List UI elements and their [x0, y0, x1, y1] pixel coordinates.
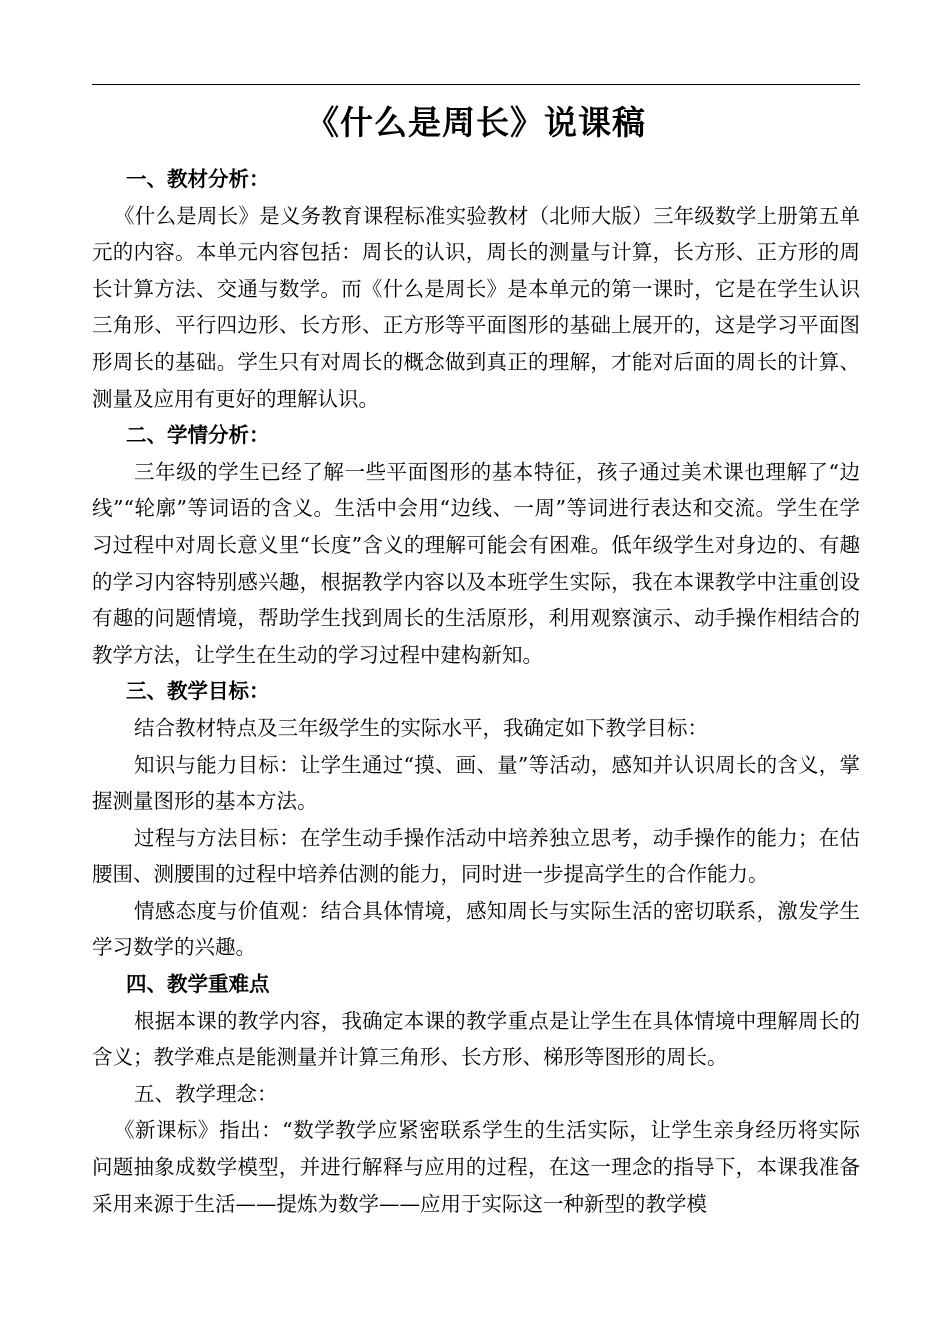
section-2-paragraph-1: 三年级的学生已经了解一些平面图形的基本特征，孩子通过美术课也理解了“边线”“轮廓”等词语的含义。生活中会用“边线、一周”等词进行表达和交流。学生在学习过程中对周长意义里“长度”含义的理解可能会有困难。低年级学生对身边的、有趣的学习内容特别感兴趣，根据教学内容以及本班学生实际，我在本课教学中注重创设有趣的问题情境，帮助学生找到周长的生活原形，利用观察演示、动手操作相结合的教学方法，让学生在生动的学习过程中建构新知。: [92, 459, 860, 667]
section-3-paragraph-3: 过程与方法目标：在学生动手操作活动中培养独立思考，动手操作的能力；在估腰围、测腰围的过程中培养估测的能力，同时进一步提高学生的合作能力。: [92, 825, 860, 887]
header-rule: [92, 84, 860, 85]
section-heading-1: 一、教材分析：: [126, 167, 270, 191]
section-heading-5: 五、教学理念：: [134, 1081, 278, 1106]
section-1-paragraph-1: 《什么是周长》是义务教育课程标准实验教材（北师大版）三年级数学上册第五单元的内容。本单元内容包括：周长的认识，周长的测量与计算，长方形、正方形的周长计算方法、交通与数学。而《什么是周长》是本单元的第一课时，它是在学生认识三角形、平行四边形、长方形、正方形等平面图形的基础上展开的，这是学习平面图形周长的基础。学生只有对周长的概念做到真正的理解，才能对后面的周长的计算、测量及应用有更好的理解认识。: [92, 203, 860, 411]
section-5-paragraph-1: 《新课标》指出：“数学教学应紧密联系学生的生活实际，让学生亲身经历将实际问题抽象成数学模型，并进行解释与应用的过程，在这一理念的指导下，本课我准备采用来源于生活——提炼为数学——应用于实际这一种新型的教学模: [92, 1118, 860, 1216]
section-3-paragraph-4: 情感态度与价值观：结合具体情境，感知周长与实际生活的密切联系，激发学生学习数学的兴趣。: [92, 898, 860, 960]
section-heading-3: 三、教学目标：: [126, 679, 270, 704]
document-title: 《什么是周长》说课稿: [306, 103, 646, 142]
section-3-paragraph-2: 知识与能力目标：让学生通过“摸、画、量”等活动，感知并认识周长的含义，掌握测量图形的基本方法。: [92, 752, 860, 814]
section-heading-2: 二、学情分析：: [126, 423, 270, 448]
section-3-paragraph-1: 结合教材特点及三年级学生的实际水平，我确定如下教学目标：: [134, 715, 708, 740]
document-body: [92, 161, 860, 1222]
section-4-paragraph-1: 根据本课的教学内容，我确定本课的教学重点是让学生在具体情境中理解周长的含义；教学难点是能测量并计算三角形、长方形、梯形等图形的周长。: [92, 1008, 860, 1070]
section-heading-4: 四、教学重难点: [126, 972, 270, 997]
